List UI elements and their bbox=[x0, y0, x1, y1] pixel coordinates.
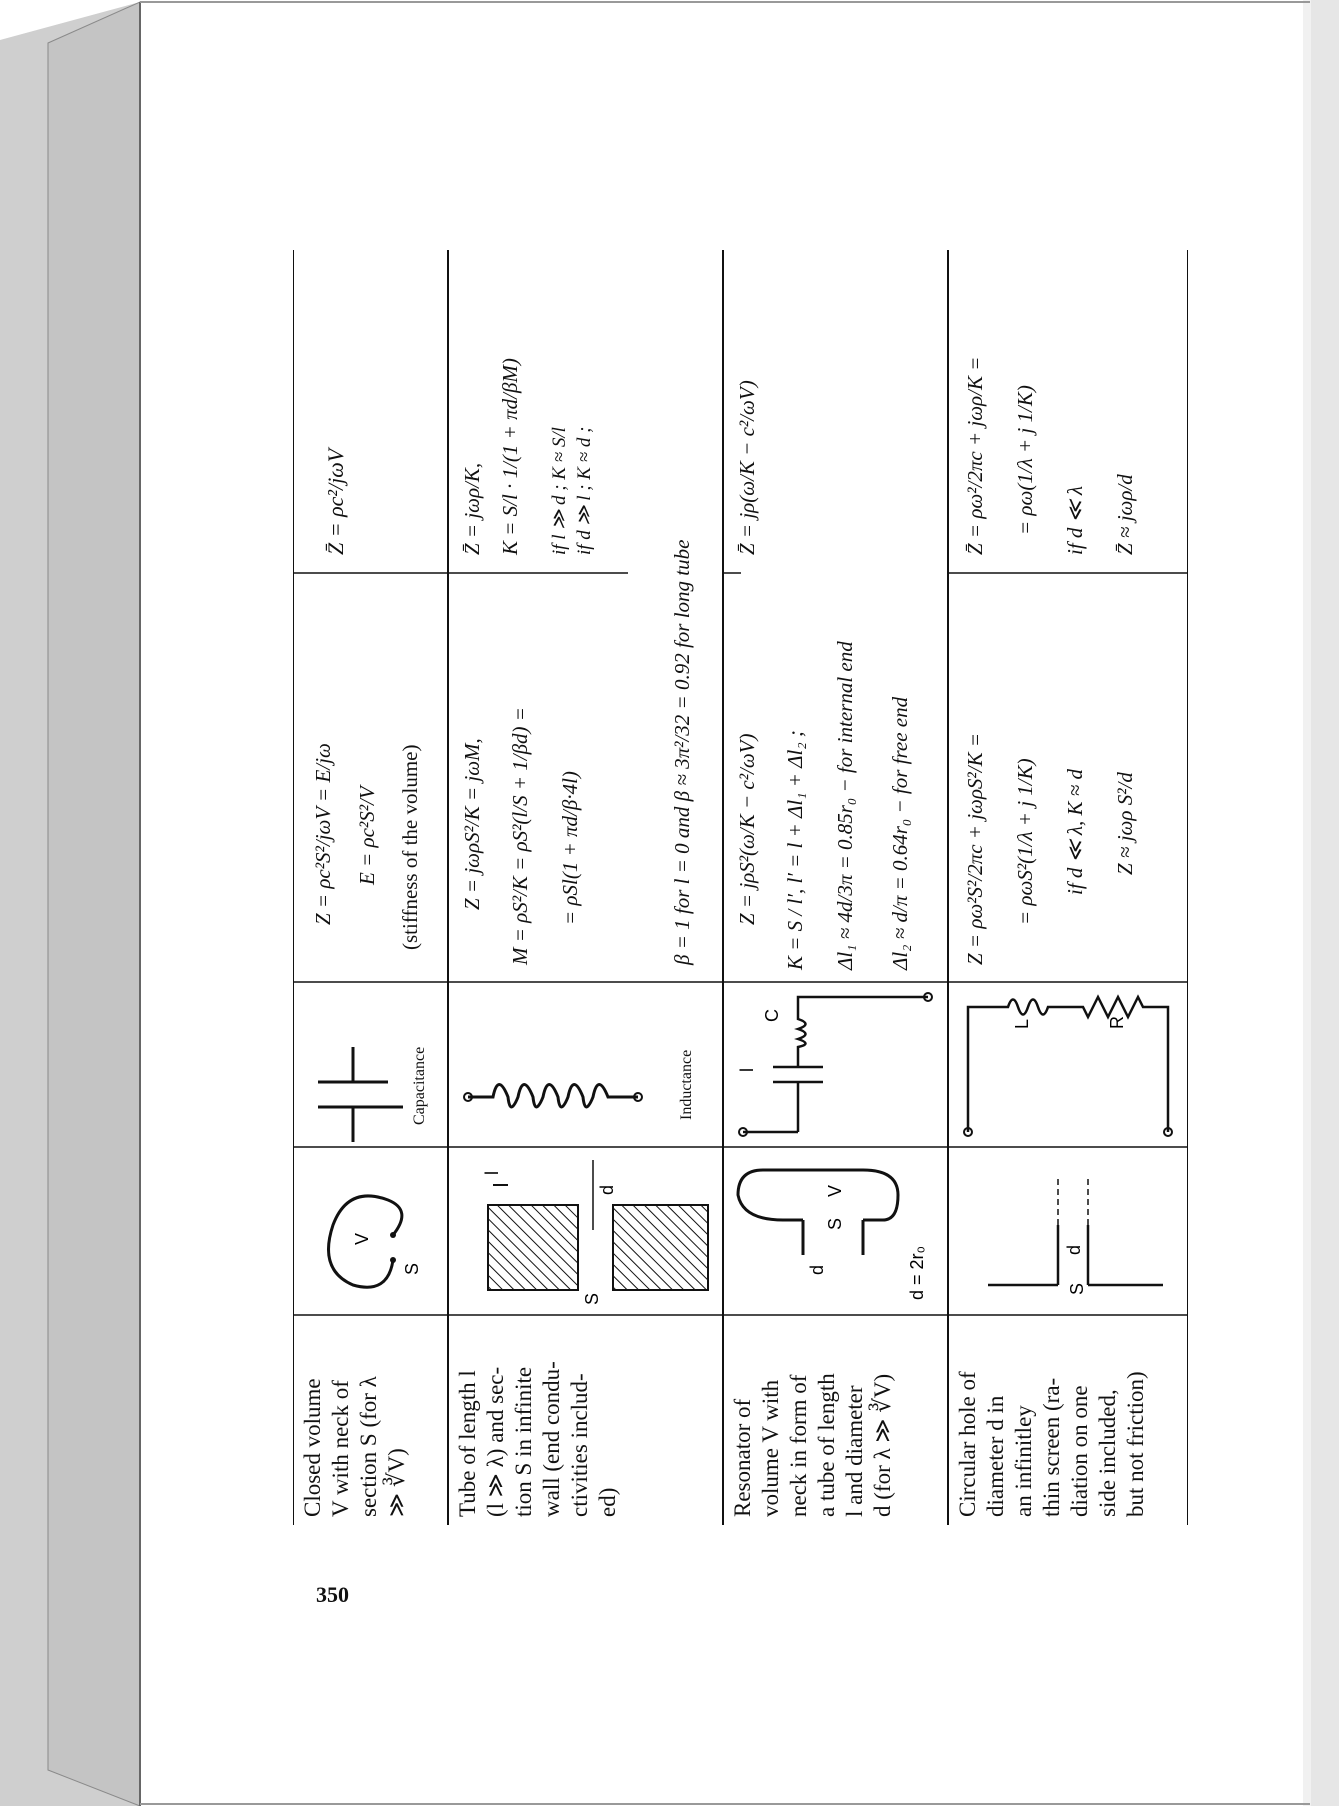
formula-reduced-condition: if d ≪ λ bbox=[1063, 486, 1087, 555]
formula-main: Z = jρS²(ω/K − c²/ωV) bbox=[735, 733, 759, 925]
formula-main: Z = ρc²S²/jωV = E/jω bbox=[311, 743, 335, 925]
label-r: R bbox=[1107, 1016, 1127, 1029]
page-number: 350 bbox=[316, 1582, 349, 1607]
label-s: S bbox=[582, 1292, 602, 1305]
formula-dl2: Δl₂ ≈ d/π = 0.64r₀ − for free end bbox=[888, 696, 912, 970]
label-radius: d = 2r₀ bbox=[907, 1246, 927, 1300]
hole-diagram bbox=[948, 1147, 1188, 1315]
row-description: Circular hole of diameter d in an infinitley thin screen (ra- diation on one side included, but not friction) bbox=[955, 1371, 1148, 1517]
table-row bbox=[293, 250, 448, 1525]
formula-reduced: Z̄ = ρc²/jωV bbox=[323, 448, 348, 555]
label-l: L bbox=[1012, 1018, 1032, 1029]
rotated-table bbox=[293, 250, 1188, 1525]
label-d: d bbox=[807, 1264, 827, 1275]
resonator-circuit bbox=[723, 982, 948, 1147]
table-row bbox=[948, 250, 1188, 1525]
label-v: V bbox=[825, 1184, 845, 1197]
label-d: d bbox=[1064, 1244, 1084, 1255]
formula-reduced-2: = ρω(1/λ + j 1/K) bbox=[1013, 385, 1037, 535]
formula-condition: if d ≪ λ, K ≈ d bbox=[1063, 768, 1087, 895]
formula-note: (stiffness of the volume) bbox=[398, 744, 422, 950]
table-row bbox=[448, 250, 723, 1525]
table-row bbox=[723, 250, 948, 1525]
label-c: C bbox=[762, 1009, 782, 1022]
formula-approx: Z ≈ jωρ S²/d bbox=[1113, 772, 1137, 875]
formula-condition-2: if d ≫ l ; K ≈ d ; bbox=[574, 426, 595, 555]
label-s: S bbox=[402, 1262, 422, 1275]
capacitance-caption: Capacitance bbox=[411, 1046, 428, 1125]
formula-reduced-approx: Z̄ ≈ jωρ/d bbox=[1113, 474, 1137, 555]
formula-k: K = S / l′, l′ = l + Δl₁ + Δl₂ ; bbox=[783, 730, 807, 970]
formula-main: Z = ρω²S²/2πc + jωρS²/K = bbox=[963, 733, 987, 965]
inductance-caption: Inductance bbox=[678, 1049, 695, 1120]
formula-k: K = S/l · 1/(1 + πd/βM) bbox=[498, 358, 522, 555]
closed-volume-diagram bbox=[293, 1147, 448, 1315]
formula-main-2: = ρωS²(1/λ + j 1/K) bbox=[1013, 758, 1037, 925]
label-l: l bbox=[737, 1068, 757, 1072]
label-l: l bbox=[482, 1171, 502, 1175]
label-s: S bbox=[1067, 1282, 1087, 1295]
hole-circuit bbox=[948, 982, 1188, 1147]
label-d: d bbox=[597, 1184, 617, 1195]
label-s: S bbox=[825, 1217, 845, 1230]
tube-diagram bbox=[448, 1147, 723, 1315]
resonator-diagram bbox=[723, 1147, 948, 1315]
row-description: Tube of length l (l ≫ λ) and sec- tion S in infinite wall (end condu- ctivities includ- ed) bbox=[455, 1361, 620, 1517]
label-v: V bbox=[352, 1232, 372, 1245]
row-description: Closed volume V with neck of section S (for λ ≫ ∛V) bbox=[300, 1376, 409, 1517]
formula-mass-2: = ρSl(1 + πd/β·4l) bbox=[558, 771, 582, 925]
formula-main: Z = jωρS²/K = jωM, bbox=[460, 738, 484, 910]
formula-condition-1: if l ≫ d ; K ≈ S/l bbox=[549, 427, 570, 555]
row-description: Resonator of volume V with neck in form of a tube of length l and diameter d (for λ ≫ ∛V) bbox=[730, 1373, 895, 1517]
formula-reduced: Z̄ = ρω²/2πc + jωρ/K = bbox=[963, 356, 987, 555]
formula-reduced: Z̄ = jρ(ω/K − c²/ωV) bbox=[735, 380, 759, 555]
formula-stiffness: E = ρc²S²/V bbox=[355, 786, 379, 885]
formula-beta: β = 1 for l = 0 and β ≈ 3π²/32 = 0.92 for long tube bbox=[670, 539, 694, 965]
formula-dl1: Δl₁ ≈ 4d/3π = 0.85r₀ − for internal end bbox=[833, 641, 857, 970]
formula-reduced: Z̄ = jωρ/K, bbox=[460, 462, 484, 555]
formula-mass: M = ρS²/K = ρS²(l/S + 1/βd) = bbox=[508, 707, 532, 965]
